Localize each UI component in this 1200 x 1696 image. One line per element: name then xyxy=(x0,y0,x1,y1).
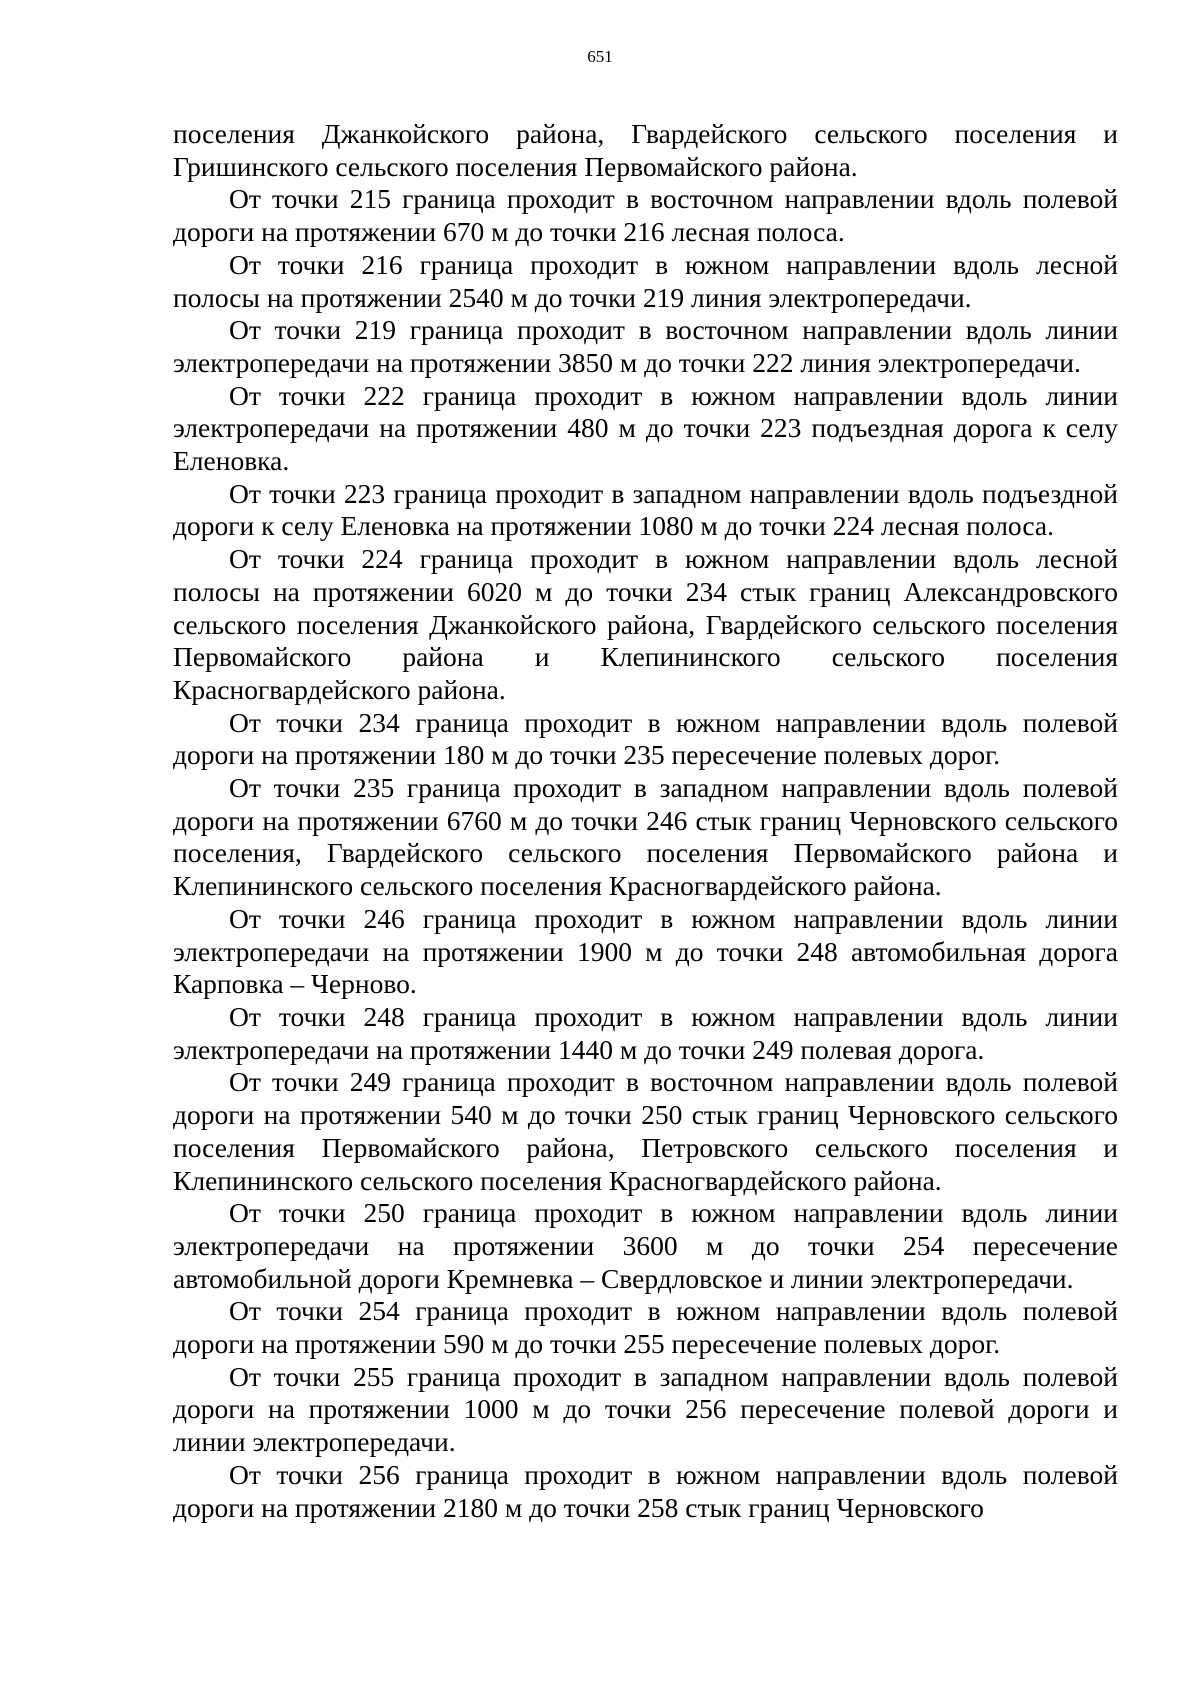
paragraph-point-249: От точки 249 граница проходит в восточном направлении вдоль полевой дороги на протяжении 540 м до точки 250 стык границ Черновского сельского поселения Первомайского района, Петровского сельского поселения и Клепининского сельского поселения Красногвардейского района. xyxy=(173,1066,1118,1196)
document-body xyxy=(173,118,1118,1524)
paragraph-point-248: От точки 248 граница проходит в южном направлении вдоль линии электропередачи на протяжении 1440 м до точки 249 полевая дорога. xyxy=(173,1000,1118,1065)
paragraph-point-234: От точки 234 граница проходит в южном направлении вдоль полевой дороги на протяжении 180 м до точки 235 пересечение полевых дорог. xyxy=(173,706,1118,771)
page-number: 651 xyxy=(587,47,613,66)
paragraph-point-222: От точки 222 граница проходит в южном направлении вдоль линии электропередачи на протяжении 480 м до точки 223 подъездная дорога к селу Еленовка. xyxy=(173,379,1118,477)
paragraph-point-254: От точки 254 граница проходит в южном направлении вдоль полевой дороги на протяжении 590 м до точки 255 пересечение полевых дорог. xyxy=(173,1295,1118,1360)
paragraph-point-235: От точки 235 граница проходит в западном направлении вдоль полевой дороги на протяжении 6760 м до точки 246 стык границ Черновского сельского поселения, Гвардейского сельского поселения Первомайского района и Клепининского сельского поселения Красногвардейского района. xyxy=(173,772,1118,902)
paragraph-point-246: От точки 246 граница проходит в южном направлении вдоль линии электропередачи на протяжении 1900 м до точки 248 автомобильная дорога Карповка – Черново. xyxy=(173,902,1118,1000)
paragraph-point-219: От точки 219 граница проходит в восточном направлении вдоль линии электропередачи на протяжении 3850 м до точки 222 линия электропередачи. xyxy=(173,314,1118,378)
paragraph-point-215: От точки 215 граница проходит в восточном направлении вдоль полевой дороги на протяжении 670 м до точки 216 лесная полоса. xyxy=(173,183,1118,248)
paragraph-point-223: От точки 223 граница проходит в западном направлении вдоль подъездной дороги к селу Еленовка на протяжении 1080 м до точки 224 лесная полоса. xyxy=(173,477,1118,542)
paragraph-point-250: От точки 250 граница проходит в южном направлении вдоль линии электропередачи на протяжении 3600 м до точки 254 пересечение автомобильной дороги Кремневка – Свердловское и линии электропередачи. xyxy=(173,1197,1118,1294)
paragraph-point-224: От точки 224 граница проходит в южном направлении вдоль лесной полосы на протяжении 6020 м до точки 234 стык границ Александровского сельского поселения Джанкойского района, Гвардейского сельского поселения Первомайского района и Клепининского сельского поселения Красногвардейского района. xyxy=(173,543,1118,705)
paragraph-point-216: От точки 216 граница проходит в южном направлении вдоль лесной полосы на протяжении 2540 м до точки 219 линия электропередачи. xyxy=(173,248,1118,313)
paragraph-point-255: От точки 255 граница проходит в западном направлении вдоль полевой дороги на протяжении 1000 м до точки 256 пересечение полевой дороги и линии электропередачи. xyxy=(173,1360,1118,1458)
paragraph-point-256: От точки 256 граница проходит в южном направлении вдоль полевой дороги на протяжении 2180 м до точки 258 стык границ Черновского xyxy=(173,1458,1118,1523)
paragraph-continuation: поселения Джанкойского района, Гвардейского сельского поселения и Гришинского сельского поселения Первомайского района. xyxy=(173,118,1118,182)
